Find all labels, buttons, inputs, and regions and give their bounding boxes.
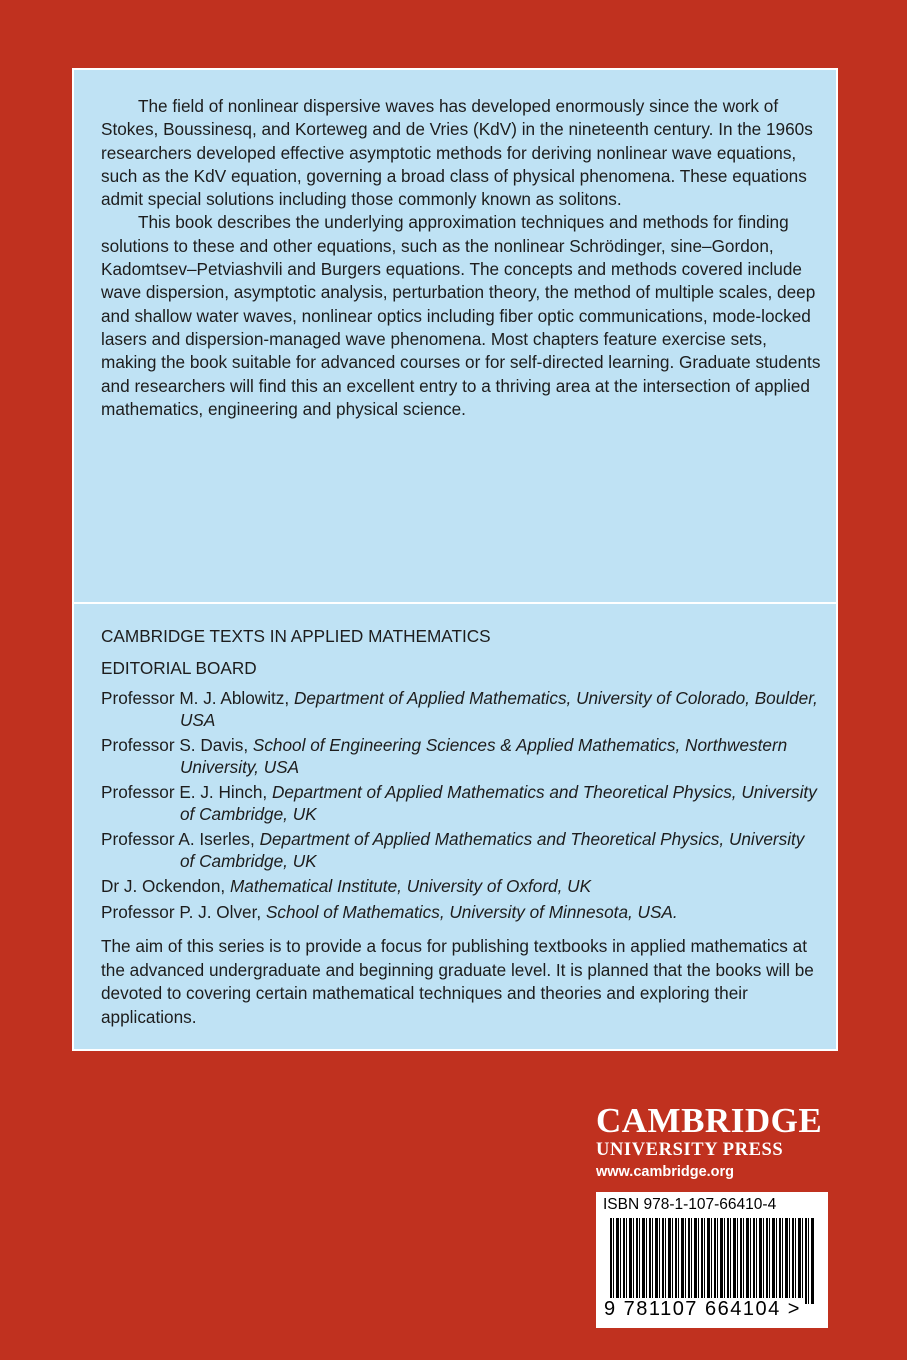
board-member-name: Professor S. Davis,: [101, 735, 249, 755]
book-description: [101, 95, 821, 421]
board-member: [101, 735, 821, 778]
description-panel: [72, 68, 838, 604]
isbn-barcode: [596, 1192, 828, 1328]
board-member-affiliation: Mathematical Institute, University of Oxford, UK: [229, 876, 592, 896]
description-paragraph-2: This book describes the underlying approximation techniques and methods for finding solutions to these and other equations, such as the nonlinear Schrödinger, sine–Gordon, Kadomtsev–Petviashvili and Burgers equations. The concepts and methods covered include wave dispersion, asymptotic analysis, perturbation theory, the method of multiple scales, deep and shallow water waves, nonlinear optics including fiber optic communications, mode-locked lasers and dispersion-managed wave phenomena. Most chapters feature exercise sets, making the book suitable for advanced courses or for self-directed learning. Graduate students and researchers will find this an excellent entry to a thriving area at the intersection of applied mathematics, engineering and physical science.: [101, 212, 821, 419]
board-member: [101, 782, 821, 825]
board-member: [101, 688, 821, 731]
barcode-digits: 9 781107 664104 >: [604, 1298, 801, 1320]
publisher-logo: [596, 1103, 826, 1183]
board-member: [101, 876, 821, 898]
board-member-affiliation: Department of Applied Mathematics, University of Colorado, Boulder, USA: [180, 688, 818, 730]
board-member-affiliation: School of Mathematics, University of Minnesota, USA.: [265, 901, 678, 922]
publisher-url: www.cambridge.org: [596, 1164, 735, 1180]
board-member-affiliation: Department of Applied Mathematics and Theoretical Physics, University of Cambridge, UK: [180, 782, 817, 824]
board-member-name: Professor M. J. Ablowitz,: [101, 688, 290, 708]
board-member: [101, 829, 821, 872]
board-member-name: Professor A. Iserles,: [101, 829, 255, 849]
board-member-name: Professor P. J. Olver,: [101, 901, 262, 922]
board-member-affiliation: Department of Applied Mathematics and Theoretical Physics, University of Cambridge, UK: [180, 829, 805, 871]
series-title: CAMBRIDGE TEXTS IN APPLIED MATHEMATICS: [101, 626, 491, 646]
publisher-subtitle: UNIVERSITY PRESS: [596, 1140, 784, 1160]
board-member: [101, 902, 821, 924]
series-panel: [72, 602, 838, 1051]
series-aim: The aim of this series is to provide a focus for publishing textbooks in applied mathematics at the advanced undergraduate and beginning graduate level. It is planned that the books will be devoted to covering certain mathematical techniques and theories and exploring their applications.: [101, 936, 814, 1027]
isbn-label: ISBN 978-1-107-66410-4: [603, 1196, 777, 1213]
board-member-name: Dr J. Ockendon,: [101, 876, 226, 896]
editorial-board-list: [101, 688, 821, 923]
barcode-bars: [610, 1218, 814, 1304]
board-member-affiliation: School of Engineering Sciences & Applied Mathematics, Northwestern University, USA: [180, 735, 788, 777]
editorial-board-heading: EDITORIAL BOARD: [101, 658, 257, 678]
publisher-name: CAMBRIDGE: [596, 1101, 823, 1140]
board-member-name: Professor E. J. Hinch,: [101, 782, 268, 802]
description-paragraph-1: The field of nonlinear dispersive waves has developed enormously since the work of Stokes, Boussinesq, and Korteweg and de Vries (KdV) in the nineteenth century. In the 1960s researchers developed effective asymptotic methods for deriving nonlinear wave equations, such as the KdV equation, governing a broad class of physical phenomena. These equations admit special solutions including those commonly known as solitons.: [101, 96, 813, 210]
series-info: [101, 624, 821, 1029]
